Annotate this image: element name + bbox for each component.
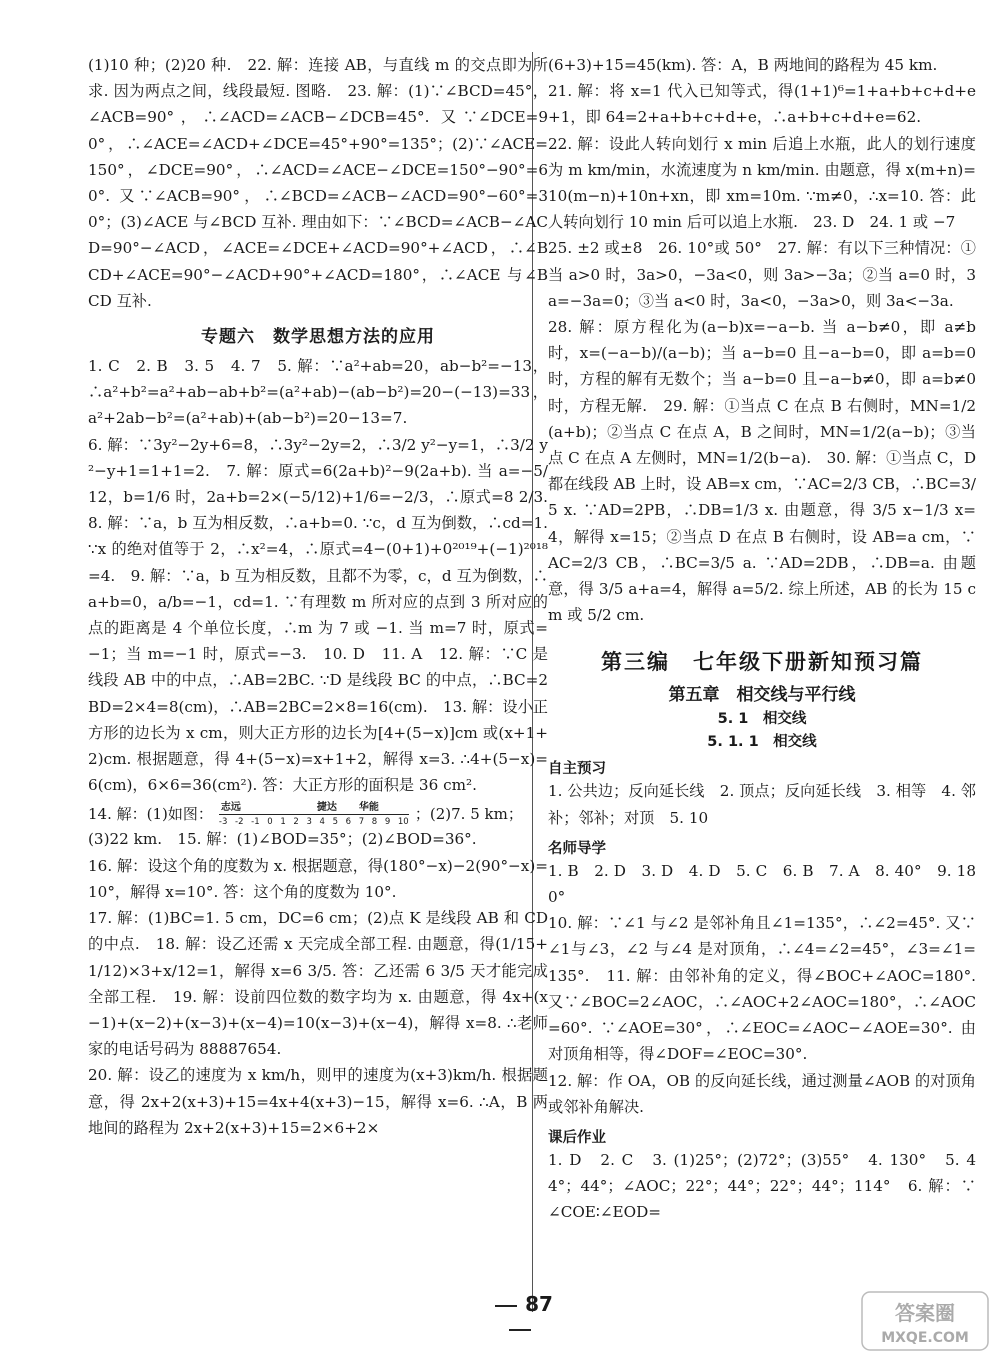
answer-block: (1)10 种；(2)20 种. 22. 解：连接 AB，与直线 m 的交点即为所求. 因为两点之间，线段最短. 图略. 23. 解：(1)∵∠BCD=45°，∠ACB=90°，∴∠ACD=∠ACB−∠DCB=45°. 又∵∠DCE=90°，∴∠ACE=∠ACD+∠DCE=45°+90°=135°；(2)∵∠ACE=150°，∠DCE=90°，∴∠ACD=∠ACE−∠DCE=150°−90°=60°. 又∵∠ACB=90°，∴∠BCD=∠ACB−∠ACD=90°−60°=30°；(3)∠ACE 与∠BCD 互补. 理由如下：∵∠BCD=∠ACB−∠ACD=90°−∠ACD，∠ACE=∠DCE+∠ACD=90°+∠ACD，∴∠BCD+∠ACE=90°−∠ACD+90°+∠ACD=180°，∴∠ACE 与∠BCD 互补. <box>88 56 548 310</box>
number-line-ticks <box>219 817 409 827</box>
guide-answers: 12. 解：作 OA，OB 的反向延长线，通过测量∠AOB 的对顶角或邻补角解决. <box>548 1071 976 1116</box>
watermark-title: 答案圈 <box>895 1301 955 1325</box>
number-line-tick: -2 <box>235 817 244 828</box>
label-jieda: 捷达 <box>316 802 337 814</box>
q14-prefix: 14. 解：(1)如图： <box>88 805 213 824</box>
q14-line <box>88 800 548 828</box>
right-column <box>548 52 976 1226</box>
label-preview: 自主预习 <box>548 761 606 778</box>
number-line-tick: 5 <box>332 817 338 828</box>
answer-block: 6. 解：∵3y²−2y+6=8，∴3y²−2y=2，∴3/2 y²−y=1，∴3/2 y²−y+1=1+1=2. 7. 解：原式=6(2a+b)²−9(2a+b). 当 a=−5/12，b=1/6 时，2a+b=2×(−5/12)+1/6=−2/3，∴原式=8 2/3. 8. 解：∵a，b 互为相反数，∴a+b=0. ∵c，d 互为倒数，∴cd=1. ∵x 的绝对值等于 2，∴x²=4，∴原式=4−(0+1)+0²⁰¹⁹+(−1)²⁰¹⁸=4. 9. 解：∵a，b 互为相反数，且都不为零，c，d 互为倒数，∴a+b=0，a/b=−1，cd=1. ∵有理数 m 所对应的点到 3 所对应的点的距离是 4 个单位长度，∴m 为 7 或 −1. 当 m=7 时，原式=−1；当 m=−1 时，原式=−3. 10. D 11. A 12. 解：∵C 是线段 AB 中的中点，∴AB=2BC. ∵D 是线段 BC 的中点，∴BC=2BD=2×4=8(cm)，∴AB=2BC=2×8=16(cm). 13. 解：设小正方形的边长为 x cm，则大正方形的边长为[4+(5−x)]cm 或(x+1+2)cm. 根据题意，得 4+(5−x)=x+1+2，解得 x=3. ∴4+(5−x)=6(cm)，6×6=36(cm²). 答：大正方形的面积是 36 cm². <box>88 435 564 795</box>
subsection-heading: 5. 1. 1 相交线 <box>707 734 817 751</box>
homework-answers: 1. D 2. C 3. (1)25°；(2)72°；(3)55° 4. 130° 5. 44°；44°；∠AOC；22°；44°；22°；44°；114° 6. 解：∵∠COE∶∠EOD= <box>548 1150 976 1222</box>
number-line-tick: 3 <box>306 817 312 828</box>
label-zhiyuan: 志远 <box>220 802 241 814</box>
topic-heading: 专题六 数学思想方法的应用 <box>201 327 435 348</box>
number-line-tick: 7 <box>358 817 365 828</box>
left-column <box>88 52 564 1141</box>
answer-block: (3)22 km. 15. 解：(1)∠BOD=35°；(2)∠BOD=36°. <box>88 830 477 849</box>
answer-block: 25. ±2 或±8 26. 10°或 50° 27. 解：有以下三种情况：①当 a>0 时，3a>0，−3a<0，则 3a>−3a；②当 a=0 时，3a=−3a=0；③当 a<0 时，3a<0，−3a>0，则 3a<−3a. <box>548 239 976 310</box>
part-heading: 第三编 七年级下册新知预习篇 <box>601 650 923 675</box>
answer-block: 16. 解：设这个角的度数为 x. 根据题意，得(180°−x)−2(90°−x)=10°，解得 x=10°. 答：这个角的度数为 10°. <box>88 856 548 901</box>
number-line-tick: 0 <box>267 817 273 828</box>
label-guide: 名师导学 <box>548 840 606 857</box>
label-homework: 课后作业 <box>548 1129 606 1146</box>
number-line-tick: 2 <box>293 817 299 828</box>
preview-answers: 1. 公共边；反向延长线 2. 顶点；反向延长线 3. 相等 4. 邻补；邻补；对顶 5. 10 <box>548 782 976 827</box>
answer-block: 17. 解：(1)BC=1. 5 cm，DC=6 cm；(2)点 K 是线段 AB 和 CD 的中点. 18. 解：设乙还需 x 天完成全部工程. 由题意，得(1/15+1/12)×3+x/12=1，解得 x=6 3/5. 答：乙还需 6 3/5 天才能完成全部工程. 19. 解：设前四位数的数字均为 x. 由题意，得 4x+(x−1)+(x−2)+(x−3)+(x−4)=10(x−3)+(x−4)，解得 x=8. ∴老师家的电话号码为 88887654. <box>88 909 548 1059</box>
section-heading: 5. 1 相交线 <box>717 711 807 728</box>
number-line-tick: -1 <box>251 817 260 828</box>
guide-answers: 1. B 2. D 3. D 4. D 5. C 6. B 7. A 8. 40° 9. 180° <box>548 861 976 907</box>
number-line-tick: 1 <box>280 817 286 828</box>
answer-block: 20. 解：设乙的速度为 x km/h，则甲的速度为(x+3)km/h. 根据题意，得 2x+2(x+3)+15=4x+4(x+3)−15，解得 x=6. ∴A，B 两地间的路程为 2x+2(x+3)+15=2×6+2× <box>88 1066 548 1137</box>
answer-block: 22. 解：设此人转向划行 x min 后追上水瓶，此人的划行速度为 m km/min，水流速度为 n km/min. 由题意，得 x(m+n)=10(m−n)+10n+xn，即 xm=10m. ∵m≠0，∴x=10. 答：此人转向划行 10 min 后可以追上水瓶. 23. D 24. 1 或 −7 <box>548 134 976 232</box>
guide-answers: 10. 解：∵∠1 与∠2 是邻补角且∠1=135°，∴∠2=45°. 又∵∠1与∠3，∠2 与∠4 是对顶角，∴∠4=∠2=45°，∠3=∠1=135°. 11. 解：由邻补角的定义，得∠BOC+∠AOC=180°. 又∵∠BOC=2∠AOC，∴∠AOC+2∠AOC=180°，∴∠AOC=60°. ∵∠AOE=30°，∴∠EOC=∠AOC−∠AOE=30°. 由对顶角相等，得∠DOF=∠EOC=30°. <box>548 914 976 1064</box>
number-line-tick: 9 <box>384 817 391 828</box>
number-line-axis <box>219 814 409 815</box>
q14-suffix: ；(2)7. 5 km； <box>414 805 523 824</box>
chapter-heading: 第五章 相交线与平行线 <box>668 685 856 706</box>
number-line-tick: -3 <box>218 817 228 828</box>
label-huaneng: 华能 <box>358 802 379 814</box>
page-number: 87 <box>470 1292 570 1340</box>
number-line-tick: 8 <box>371 817 378 828</box>
number-line-figure <box>218 800 409 828</box>
watermark-url: MXQE.COM <box>881 1330 969 1346</box>
answer-block: 28. 解：原方程化为(a−b)x=−a−b. 当 a−b≠0，即 a≠b 时，x=(−a−b)/(a−b)；当 a−b=0 且−a−b=0，即 a=b=0 时，方程的解有无数个；当 a−b=0 且−a−b≠0，即 a=b≠0 时，方程无解. 29. 解：①当点 C 在点 B 右侧时，MN=1/2(a+b)；②当点 C 在点 A，B 之间时，MN=1/2(a−b)；③当点 C 在点 A 左侧时，MN=1/2(b−a). 30. 解：①当点 C，D 都在线段 AB 上时，设 AB=x cm，∵AC=2/3 CB，∴BC=3/5 x. ∵AD=2PB，∴DB=1/3 x. 由题意，得 3/5 x−1/3 x=4，解得 x=15；②当点 D 在点 B 右侧时，设 AB=a cm，∵AC=2/3 CB，∴BC=3/5 a. ∵AD=2DB，∴DB=a. 由题意，得 3/5 a+a=4，解得 a=5/2. 综上所述，AB 的长为 15 cm 或 5/2 cm. <box>548 318 976 625</box>
number-line-tick: 10 <box>397 817 409 828</box>
answer-block: (6+3)+15=45(km). 答：A，B 两地间的路程为 45 km. <box>548 56 938 74</box>
number-line-tick: 4 <box>319 817 325 828</box>
answer-block: 1. C 2. B 3. 5 4. 7 5. 解：∵a²+ab=20，ab−b²=−13，∴a²+b²=a²+ab−ab+b²=(a²+ab)−(ab−b²)=20−(−13)=33，a²+2ab−b²=(a²+ab)+(ab−b²)=20−13=7. <box>88 357 548 428</box>
answer-block: 21. 解：将 x=1 代入已知等式，得(1+1)⁶=1+a+b+c+d+e+1，即 64=2+a+b+c+d+e，∴a+b+c+d+e=62. <box>548 82 976 127</box>
number-line-tick: 6 <box>345 817 352 828</box>
watermark-logo <box>860 1290 990 1352</box>
